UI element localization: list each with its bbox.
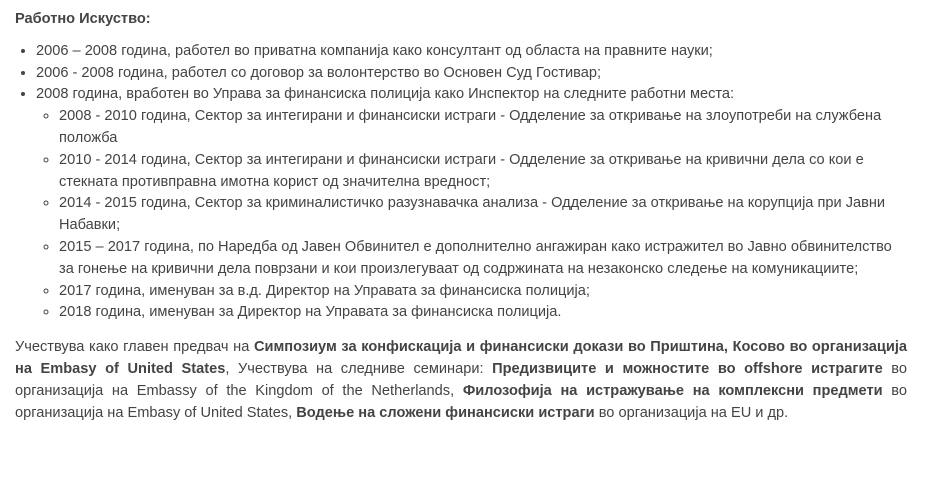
experience-item-label: 2008 година, вработен во Управа за финансиска полиција како Инспектор на следните работни места: xyxy=(36,86,735,103)
experience-item: • 2006 – 2008 година, работел во приватна компанија како консултант од областа на правните науки; xyxy=(36,41,907,63)
paragraph-text: Учествува како главен предвач на xyxy=(15,339,254,356)
position-item: ◦ 2018 година, именуван за Директор на Управата за финансиска полиција. xyxy=(59,302,907,324)
symposium-title: Симпозиум за конфискација и финансиски докази во Приштина, Косово во организација на Embasy of United States xyxy=(15,339,907,377)
position-item: ◦ 2017 година, именуван за в.д. Директор на Управата за финансиска полиција; xyxy=(59,281,907,303)
seminars-paragraph xyxy=(15,337,907,424)
section-heading: Работно Искуство: xyxy=(15,11,151,27)
position-item: ◦ 2014 - 2015 година, Сектор за криминалистичко разузнавачка анализа - Одделение за откривање на корупција при Јавни Набавки; xyxy=(59,193,907,237)
paragraph-text: , Учествува на следниве семинари: xyxy=(225,360,493,377)
seminar-title: Предизвиците и можностите во offshore истрагите xyxy=(492,360,883,377)
experience-list xyxy=(15,41,907,324)
paragraph-text: во организација на Embasy of United States, xyxy=(15,382,907,421)
position-item: ◦ 2010 - 2014 година, Сектор за интегирани и финансиски истраги - Одделение за откривање на кривични дела со кои е стекната противправна имотна корист од значителна вредност; xyxy=(59,150,907,194)
experience-item-financial-police xyxy=(36,84,907,324)
position-item: ◦ 2015 – 2017 година, по Наредба од Јавен Обвинител е дополнително ангажиран како истражител во Јавно обвинителство за гонење на кривични дела поврзани и кои произлегуваат од содржината на незаконско следење на комуникациите; xyxy=(59,237,907,281)
positions-list xyxy=(36,106,907,324)
paragraph-text: во организација на Embassy of the Kingdom of the Netherlands, xyxy=(15,360,908,399)
experience-item: • 2006 - 2008 година, работел со договор за волонтерство во Основен Суд Гостивар; xyxy=(36,63,907,85)
seminar-title: Филозофија на истражување на комплексни предмети xyxy=(462,382,883,399)
paragraph-text: во организација на EU и др. xyxy=(594,404,789,421)
seminar-title: Водење на сложени финансиски истраги xyxy=(296,404,595,421)
position-item: ◦ 2008 - 2010 година, Сектор за интегирани и финансиски истраги - Одделение за откривање на злоупотреби на службена положба xyxy=(59,106,907,150)
